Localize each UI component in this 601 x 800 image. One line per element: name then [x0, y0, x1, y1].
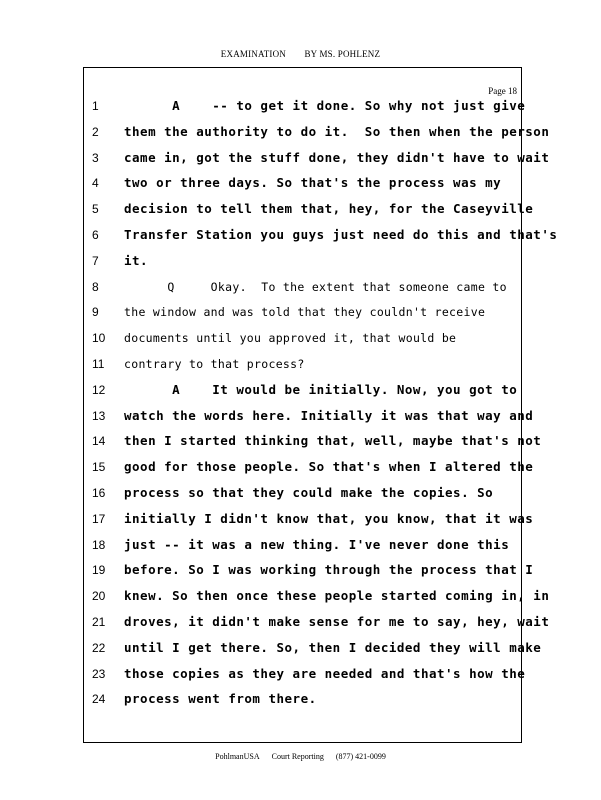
transcript-text — [124, 98, 558, 717]
page-footer — [0, 752, 601, 761]
line-number: 8 — [92, 279, 99, 294]
line-number: 24 — [92, 692, 106, 707]
transcript-line: just -- it was a new thing. I've never done this — [124, 536, 510, 552]
line-number: 19 — [92, 563, 106, 578]
line-number: 16 — [92, 485, 106, 500]
line-number: 15 — [92, 460, 106, 475]
header-examiner: BY MS. POHLENZ — [304, 49, 381, 59]
line-number: 7 — [92, 253, 99, 268]
transcript-line: came in, got the stuff done, they didn't have to wait — [124, 149, 550, 165]
page-number: Page 18 — [488, 86, 517, 96]
transcript-line: good for those people. So that's when I altered the — [124, 459, 534, 475]
transcript-line: watch the words here. Initially it was that way and — [124, 407, 534, 423]
line-number: 23 — [92, 666, 106, 681]
transcript-line: initially I didn't know that, you know, that it was — [124, 510, 534, 526]
transcript-line: knew. So then once these people started coming in, in — [124, 588, 550, 604]
transcript-line: A It would be initially. Now, you got to — [124, 381, 518, 397]
transcript-line: A -- to get it done. So why not just give — [124, 98, 526, 113]
line-number: 13 — [92, 408, 106, 423]
line-number: 6 — [92, 227, 99, 242]
transcript-line: them the authority to do it. So then when the person — [124, 123, 550, 139]
footer-company: PohlmanUSA — [215, 752, 260, 761]
transcript-line: decision to tell them that, hey, for the Caseyville — [124, 201, 534, 217]
transcript-line: the window and was told that they couldn't receive — [124, 305, 486, 320]
transcript-line: before. So I was working through the process that I — [124, 562, 534, 578]
line-number: 3 — [92, 150, 99, 165]
line-number: 12 — [92, 382, 106, 397]
footer-service: Court Reporting — [271, 752, 324, 761]
transcript-line: contrary to that process? — [124, 356, 305, 371]
line-number: 22 — [92, 640, 106, 655]
transcript-line: Transfer Station you guys just need do this and that's — [124, 226, 558, 242]
transcript-line: those copies as they are needed and that's how the — [124, 665, 526, 681]
transcript-line: process went from there. — [124, 691, 317, 707]
line-number: 21 — [92, 614, 106, 629]
footer-phone: (877) 421-0099 — [335, 752, 386, 761]
transcript-line: it. — [124, 252, 149, 268]
line-number: 14 — [92, 434, 106, 449]
transcript-line: two or three days. So that's the process was my — [124, 175, 502, 191]
line-number: 18 — [92, 537, 106, 552]
line-number: 10 — [92, 331, 106, 346]
page-header — [0, 49, 601, 59]
line-number: 5 — [92, 202, 99, 217]
line-number: 9 — [92, 305, 99, 320]
transcript-line: process so that they could make the copies. So — [124, 484, 494, 500]
line-number: 17 — [92, 511, 106, 526]
line-number: 1 — [92, 99, 99, 113]
transcript-line: until I get there. So, then I decided they will make — [124, 639, 542, 655]
line-number: 20 — [92, 589, 106, 604]
transcript-line: Q Okay. To the extent that someone came to — [124, 279, 507, 294]
transcript-line: then I started thinking that, well, maybe that's not — [124, 433, 542, 449]
transcript-line: droves, it didn't make sense for me to say, hey, wait — [124, 613, 550, 629]
line-number: 11 — [92, 356, 105, 371]
line-number: 2 — [92, 124, 99, 139]
transcript-line: documents until you approved it, that would be — [124, 331, 457, 346]
line-number-column — [92, 98, 112, 717]
line-number: 4 — [92, 176, 99, 191]
header-examination: EXAMINATION — [220, 49, 286, 59]
